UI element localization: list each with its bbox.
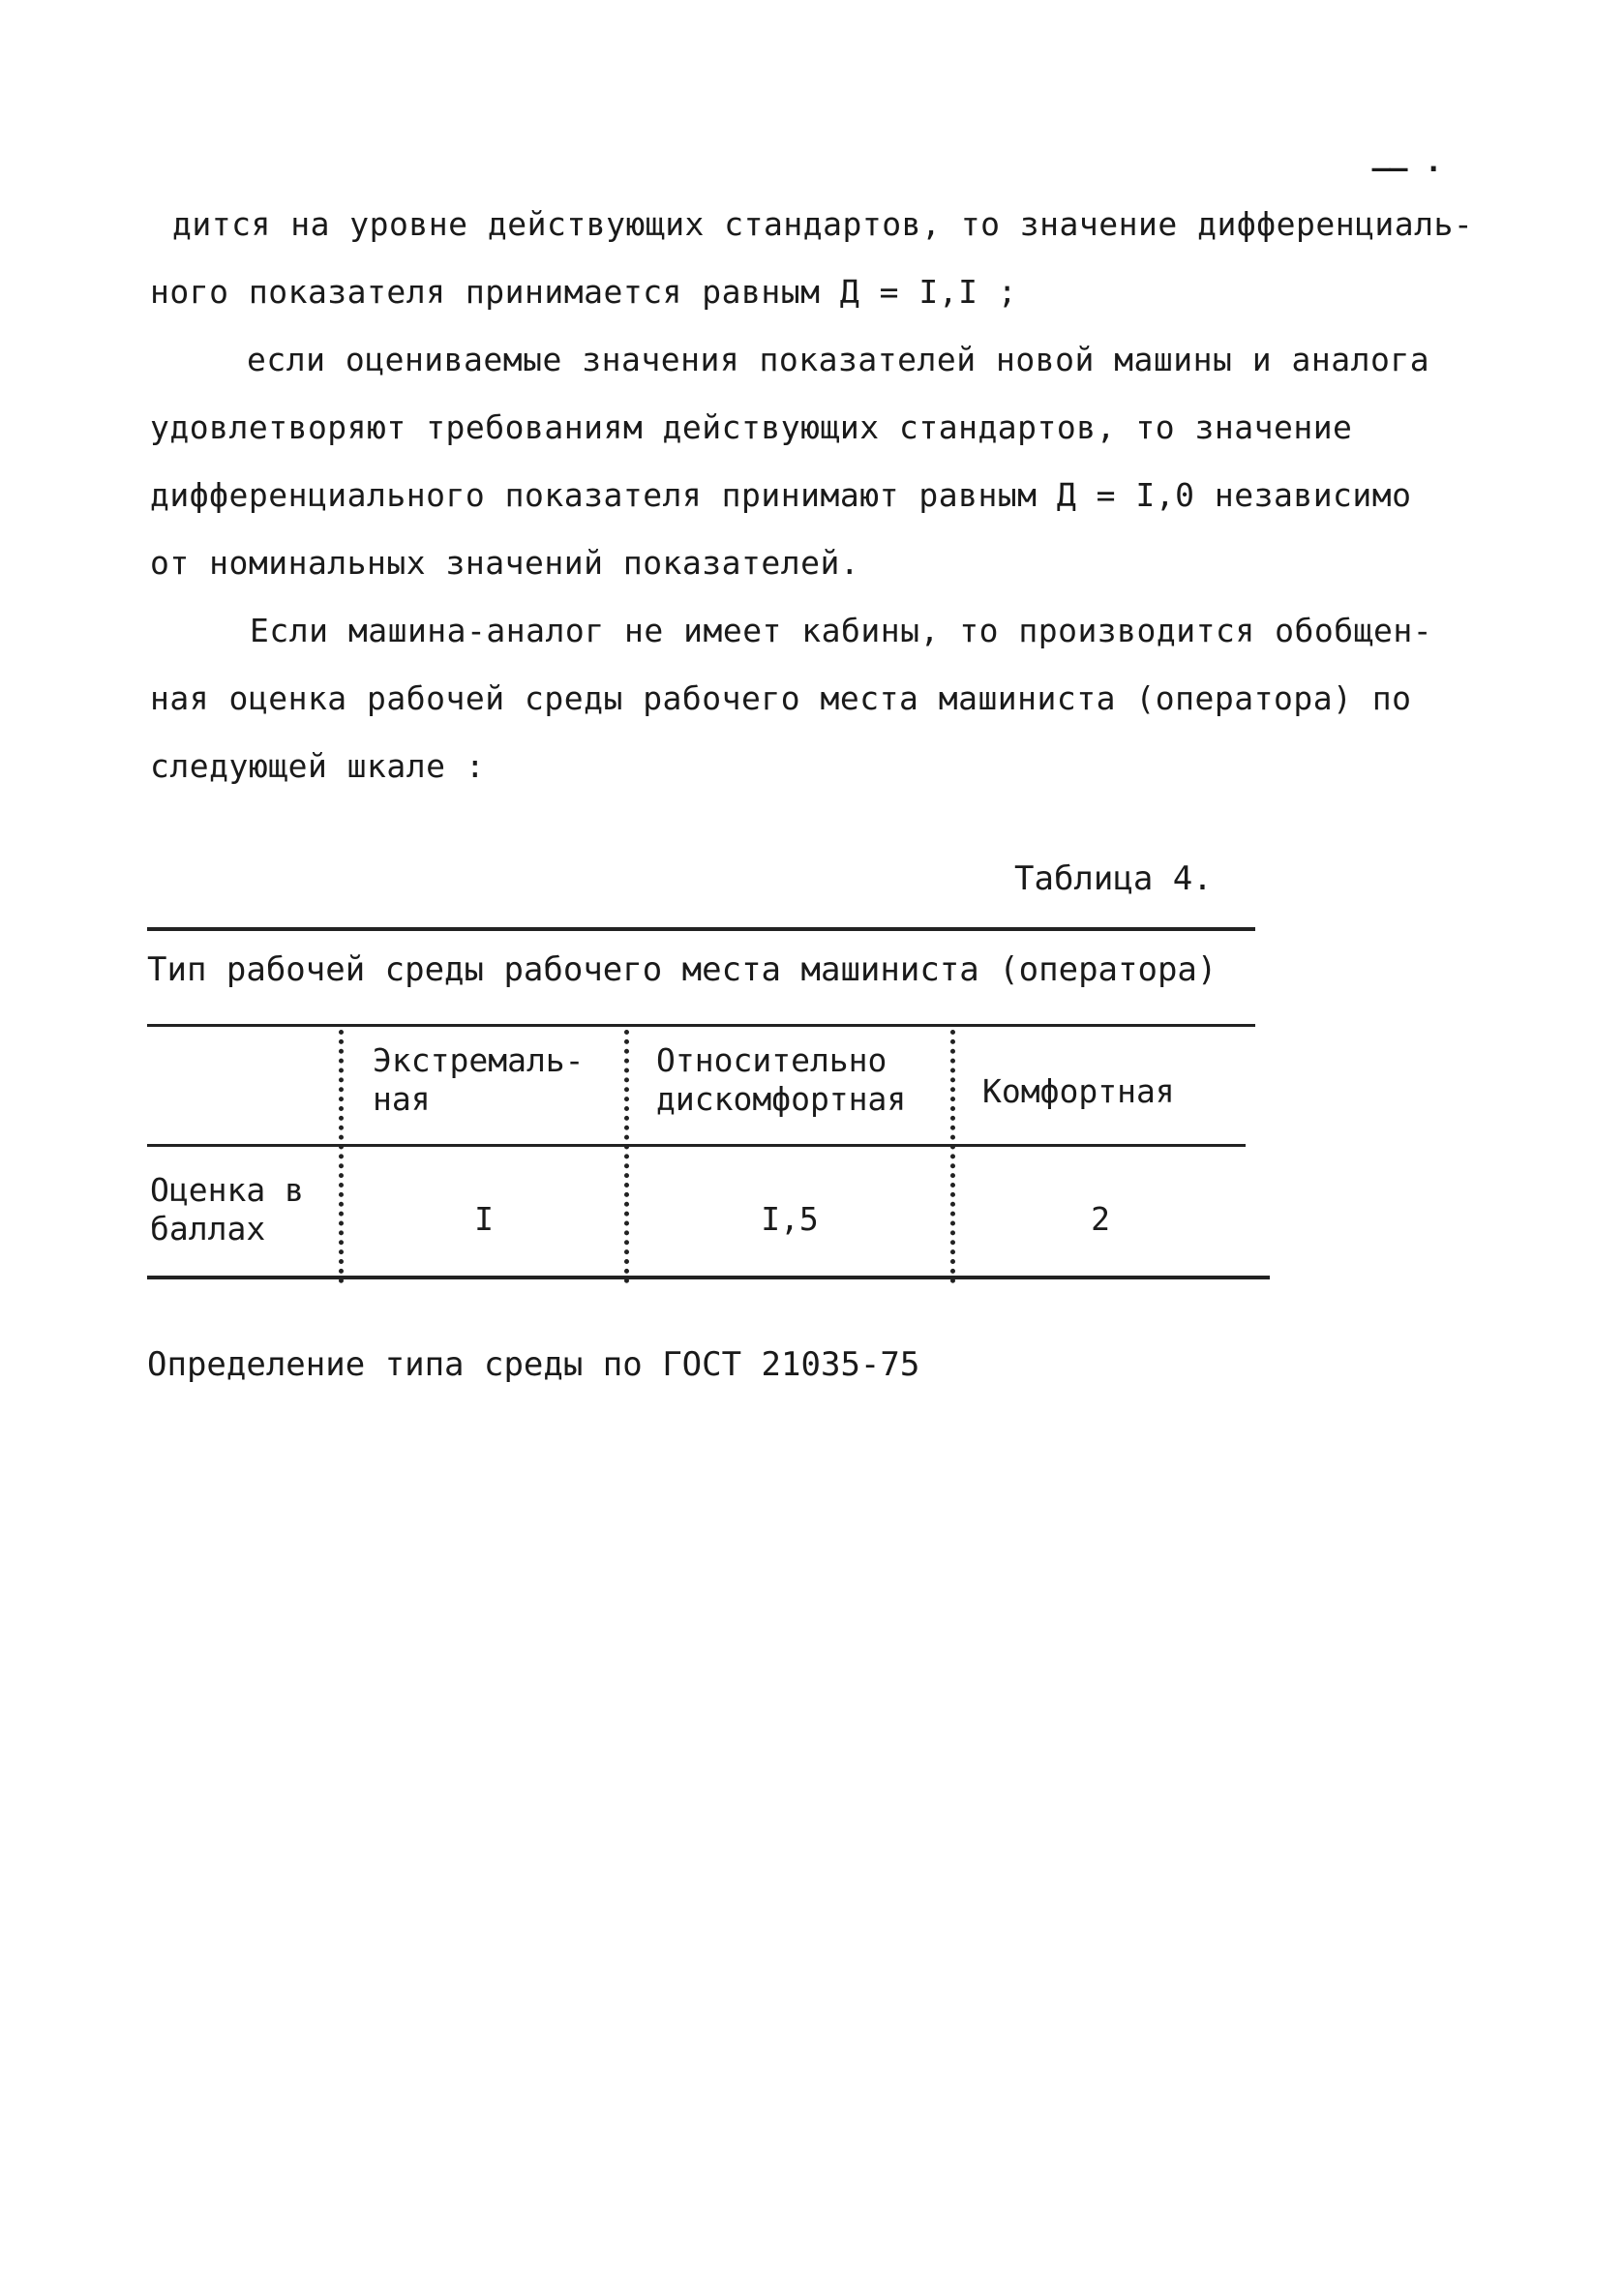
column-header-comfortable: Комфортная: [982, 1072, 1175, 1110]
paragraph-line: Если машина-аналог не имеет кабины, то производится обобщен-: [250, 612, 1433, 649]
paragraph-line: удовлетворяют требованиям действующих стандартов, то значение: [150, 408, 1353, 446]
table-bottom-rule: [147, 1276, 1270, 1279]
table-header-rule: [147, 1024, 1255, 1027]
score-comfortable: 2: [1091, 1200, 1110, 1238]
paragraph-line: от номинальных значений показателей.: [150, 544, 860, 582]
table-header: Тип рабочей среды рабочего места машиниста (оператора): [147, 950, 1218, 989]
column-separator: [624, 1030, 629, 1283]
paragraph-line: если оцениваемые значения показателей новой машины и аналога: [247, 341, 1430, 378]
column-separator: [339, 1030, 344, 1283]
paragraph-line: следующей шкале :: [150, 747, 486, 785]
score-extreme: I: [474, 1200, 494, 1238]
paragraph-line: ная оценка рабочей среды рабочего места машиниста (оператора) по: [150, 679, 1412, 717]
column-header-relatively-uncomfortable: Относительно дискомфортная: [656, 1041, 907, 1118]
paragraph-line: ного показателя принимается равным Д = I,I ;: [150, 273, 1018, 311]
row-label-score: Оценка в баллах: [150, 1171, 304, 1248]
table-top-rule: [147, 927, 1255, 931]
column-header-extreme: Экстремаль- ная: [373, 1041, 585, 1118]
paragraph-line: дифференциального показателя принимают равным Д = I,0 независимо: [150, 476, 1412, 514]
standard-reference-note: Определение типа среды по ГОСТ 21035-75: [147, 1345, 920, 1384]
page-number-mark: ــ .: [1372, 145, 1443, 179]
score-relatively-uncomfortable: I,5: [761, 1200, 819, 1238]
table-caption: Таблица 4.: [1014, 859, 1213, 898]
column-separator: [950, 1030, 955, 1283]
paragraph-line: дится на уровне действующих стандартов, то значение дифференциаль-: [172, 205, 1474, 243]
table-row-rule: [147, 1144, 1246, 1147]
